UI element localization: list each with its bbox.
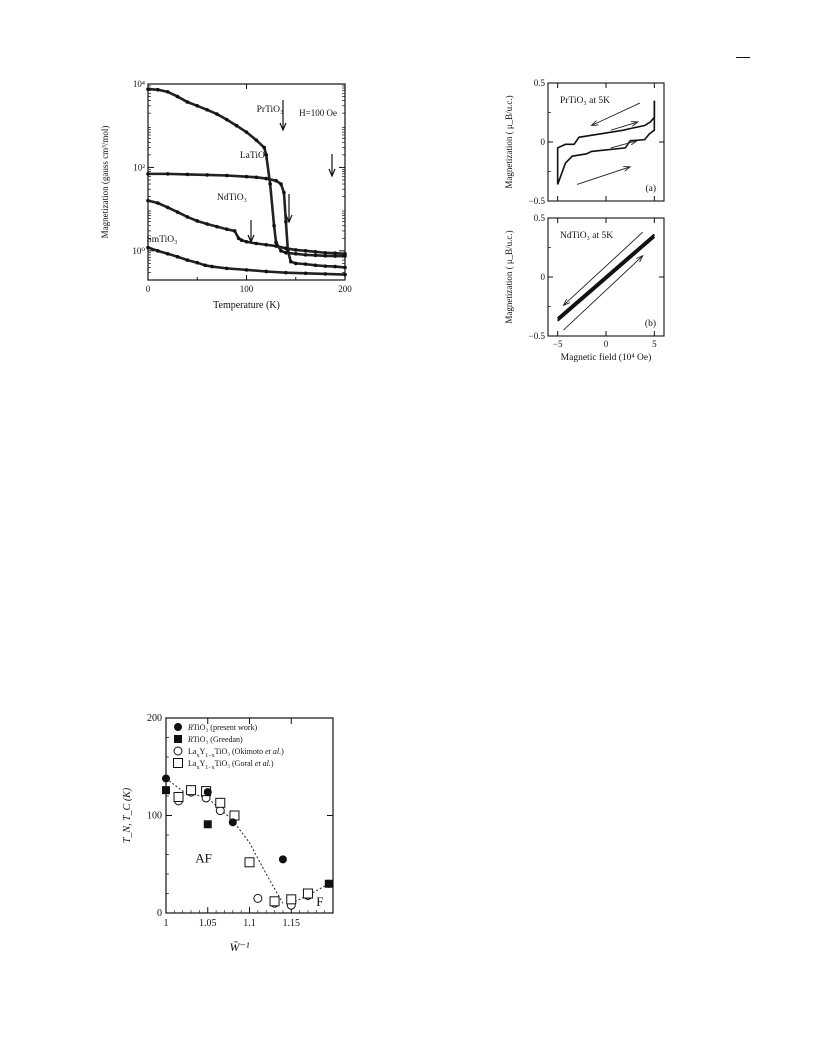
sweep-arrow [611, 141, 637, 148]
x-tick-label: −5 [552, 339, 563, 349]
data-point [268, 182, 272, 186]
page-corner-mark [736, 57, 750, 58]
loop-line [558, 101, 655, 185]
legend-text-part: 1−x [205, 753, 215, 759]
guide-line [166, 778, 283, 903]
data-point [314, 250, 318, 254]
data-point [205, 222, 209, 226]
legend-marker [174, 735, 182, 743]
y-tick-label: 0.5 [533, 78, 545, 88]
series-label: SmTiO₃ [146, 235, 178, 245]
data-point [264, 243, 268, 247]
y-tick-label: 0.5 [533, 213, 545, 223]
data-point [274, 179, 278, 183]
region-label-f: F [316, 894, 324, 910]
x-axis-label: W̃⁻¹ [229, 940, 250, 954]
y-tick-label: 10² [133, 162, 145, 173]
data-point [225, 267, 229, 271]
data-point [186, 173, 190, 177]
y-tick-label: 10⁰ [132, 245, 145, 256]
data-point-open-square [245, 858, 254, 867]
sweep-arrow [611, 122, 638, 130]
data-point [314, 254, 318, 258]
data-point-filled-square [204, 820, 212, 828]
data-point [343, 252, 347, 256]
data-point [245, 268, 249, 272]
data-point [255, 175, 259, 179]
region-label-af: AF [195, 850, 212, 866]
chart-hysteresis-loops [500, 78, 682, 370]
y-axis-label: T_N, T_C (K) [122, 787, 133, 844]
series-label: NdTiO₃ [217, 193, 247, 203]
data-point [333, 265, 337, 269]
data-point [215, 225, 219, 229]
data-point [235, 124, 239, 128]
data-point [304, 249, 308, 253]
data-point [203, 264, 207, 268]
data-point [195, 104, 199, 108]
data-point-open-square [287, 895, 296, 904]
data-point-open-circle [216, 807, 224, 815]
data-point-filled-circle [279, 855, 287, 863]
data-point [156, 88, 160, 92]
data-point [205, 173, 209, 177]
data-point [166, 90, 170, 94]
y-tick-label: 10⁴ [132, 79, 145, 89]
data-point [284, 271, 288, 275]
data-point [333, 251, 337, 255]
data-point [215, 112, 219, 116]
data-point [146, 246, 150, 250]
y-tick-label: 0 [540, 272, 545, 282]
chart-magnetization-vs-temperature [96, 76, 362, 314]
data-point [324, 254, 328, 258]
legend-text-part: ) [270, 759, 274, 768]
y-tick-label: 0 [540, 137, 545, 147]
legend-text-part: Y [199, 747, 206, 756]
data-point [233, 229, 237, 233]
legend-text-part: ) [281, 747, 284, 756]
loop-line [558, 235, 655, 319]
legend-text-part: TiO₃ (Okimoto [214, 747, 266, 756]
data-point [166, 206, 170, 210]
x-tick-label: 5 [652, 339, 657, 349]
data-point [255, 138, 259, 142]
panel-annotation: NdTiO₃ at 5K [560, 231, 614, 241]
y-tick-label: −0.5 [528, 331, 545, 341]
legend-text-part: et al. [265, 747, 282, 756]
sweep-arrow [592, 103, 640, 125]
field-annotation: H=100 Oe [299, 108, 337, 118]
data-point [264, 270, 268, 274]
legend-marker [174, 759, 183, 768]
loop-line [558, 101, 655, 185]
data-point [156, 201, 160, 205]
legend-text-part: Y [199, 759, 206, 768]
x-tick-label: 100 [239, 284, 254, 294]
data-point [195, 261, 199, 265]
data-point-filled-circle [229, 818, 237, 826]
legend-text-part: R [188, 723, 193, 732]
x-tick-label: 200 [338, 284, 352, 294]
data-point [289, 260, 293, 264]
data-point [186, 258, 190, 262]
data-point [279, 249, 283, 253]
data-point [264, 177, 268, 181]
figure-magnetization-vs-temperature [96, 76, 362, 314]
y-axis-label: Magnetization ( μ_B/u.c.) [504, 95, 514, 189]
data-point [245, 175, 249, 179]
data-point [166, 172, 170, 176]
series-label: PrTiO₃ [256, 105, 284, 115]
legend-text-part: La [188, 747, 197, 756]
data-point [304, 271, 308, 275]
data-point-filled-circle [204, 788, 212, 796]
data-point [274, 244, 278, 248]
data-point [176, 255, 180, 259]
legend-text-part: et al. [254, 759, 271, 768]
data-point-open-square [216, 798, 225, 807]
panel-label: (b) [644, 319, 656, 329]
data-point-filled-circle [325, 880, 333, 888]
sweep-arrow [563, 232, 642, 305]
data-point [304, 262, 308, 266]
data-point [343, 266, 347, 270]
panel-annotation: PrTiO₃ at 5K [560, 96, 610, 106]
legend-text-part: 1−x [205, 765, 215, 771]
y-axis-label: Magnetization (gauss cm³/mol) [100, 125, 110, 239]
data-point [272, 224, 276, 228]
x-tick-label: 1 [163, 918, 169, 929]
y-tick-label: 0 [157, 908, 162, 919]
data-point [282, 191, 286, 195]
legend-text-part: La [188, 759, 197, 768]
x-axis-label: Magnetic field (10⁴ Oe) [560, 353, 652, 363]
data-point [186, 215, 190, 219]
data-point [195, 219, 199, 223]
data-point-open-circle [254, 894, 262, 902]
y-tick-label: 200 [147, 713, 162, 724]
data-point [225, 174, 229, 178]
x-tick-label: 1.15 [282, 918, 300, 929]
figure-phase-diagram [110, 710, 350, 980]
data-point [255, 242, 259, 246]
data-point [205, 108, 209, 112]
sweep-arrow [563, 256, 642, 330]
data-point [176, 95, 180, 99]
y-tick-label: 100 [147, 810, 162, 822]
y-tick-label: −0.5 [528, 196, 545, 206]
data-point [262, 146, 266, 150]
legend-text-part: TiO₃ (Goral [214, 759, 255, 768]
x-tick-label: 0 [145, 284, 151, 294]
data-point [225, 227, 229, 231]
data-point [146, 199, 150, 203]
legend-text-part: TiO₃ (Greedan) [192, 735, 243, 744]
data-point [284, 220, 288, 224]
data-point [210, 265, 214, 269]
data-point-open-square [187, 786, 196, 795]
x-tick-label: 0 [603, 339, 609, 349]
x-tick-label: 1.1 [243, 918, 256, 929]
chart-phase-diagram [110, 710, 350, 980]
data-point [343, 273, 347, 277]
legend-entry [187, 735, 243, 744]
panel-label: (a) [645, 184, 656, 194]
legend-text-part: x [196, 765, 200, 771]
data-point-open-square [303, 889, 312, 898]
data-point-open-square [270, 897, 279, 906]
data-point [294, 252, 298, 256]
data-point [146, 87, 150, 91]
legend-text-part: TiO₃ (present work) [192, 723, 258, 732]
data-point [294, 262, 298, 266]
data-point-filled-square [162, 786, 170, 794]
data-point [237, 236, 241, 240]
data-point [186, 100, 190, 104]
sweep-arrow [577, 167, 630, 185]
data-point [284, 247, 288, 251]
data-point [245, 240, 249, 244]
data-point [225, 118, 229, 122]
data-point [304, 253, 308, 257]
data-point [274, 241, 278, 245]
legend-marker [174, 747, 182, 755]
figure-hysteresis-loops [500, 78, 682, 370]
data-point-filled-circle [162, 774, 170, 782]
data-point [279, 182, 283, 186]
series-label: LaTiO₃ [239, 151, 269, 161]
data-point [314, 264, 318, 268]
y-axis-label: Magnetization ( μ_B/u.c.) [504, 230, 514, 324]
x-axis-label: Temperature (K) [213, 300, 280, 311]
data-point [176, 210, 180, 214]
data-point [240, 238, 244, 242]
legend-entry [188, 759, 274, 771]
data-point [146, 172, 150, 176]
data-point [324, 272, 328, 276]
data-point [156, 249, 160, 253]
data-point [166, 252, 170, 256]
legend-text-part: x [196, 753, 200, 759]
x-tick-label: 1.05 [199, 918, 217, 929]
data-point-open-square [174, 792, 183, 801]
data-point [294, 248, 298, 252]
legend-text-part: R [188, 735, 193, 744]
data-point [245, 130, 249, 134]
data-point [324, 251, 328, 255]
legend-entry [187, 723, 257, 732]
data-point [324, 264, 328, 268]
loop-line [558, 237, 655, 321]
series-line [148, 201, 345, 254]
legend-marker [174, 723, 182, 731]
legend-entry [188, 747, 284, 759]
